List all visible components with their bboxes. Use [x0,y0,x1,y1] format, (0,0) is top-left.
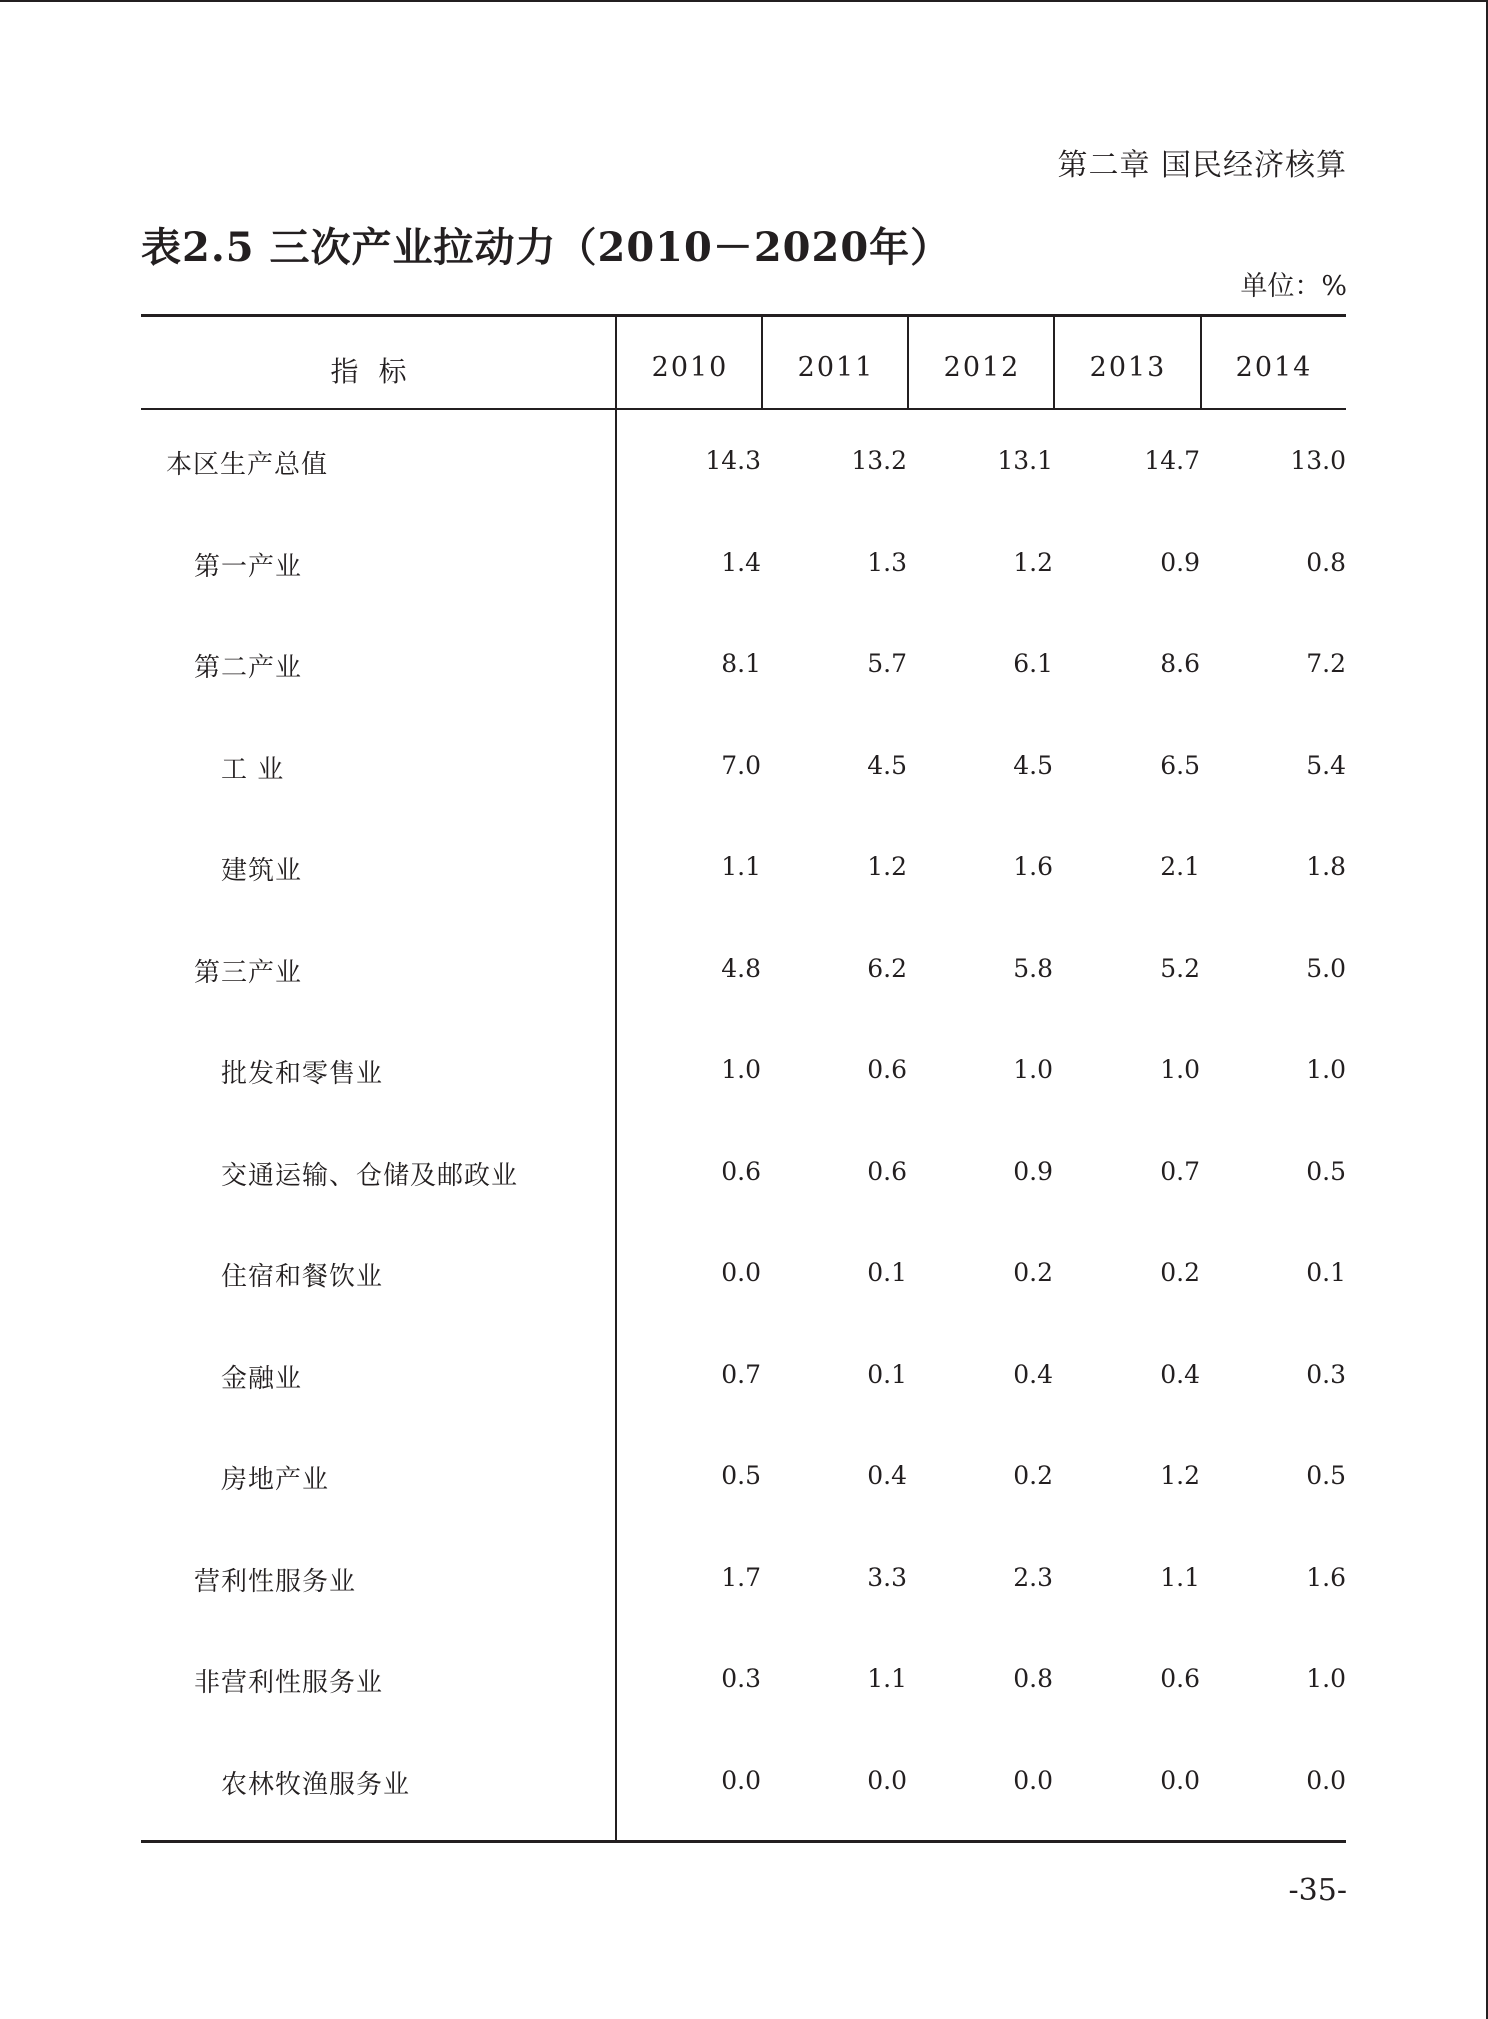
value-cell-2012: 2.3 [1013,1562,1053,1592]
value-cell-2011: 13.2 [851,446,907,475]
value-cell-2011: 0.4 [867,1461,907,1490]
value-cell-2014: 1.6 [1306,1562,1346,1592]
value-cell-2011: 1.3 [867,547,907,577]
table-row [141,1155,1346,1215]
value-cell-2010: 0.5 [721,1461,761,1490]
value-cell-2014: 1.8 [1306,852,1346,881]
chapter-header: 第二章 国民经济核算 [1057,148,1347,183]
table-bottom-rule [141,1840,1346,1843]
value-cell-2010: 8.1 [721,649,761,678]
value-cell-2012: 0.9 [1013,1156,1053,1186]
table-row [141,1053,1346,1113]
header-bottom-rule [141,408,1346,410]
table-top-rule [141,314,1346,317]
year-header-2010: 2010 [651,352,729,383]
table-row [141,1358,1346,1418]
value-cell-2014: 5.0 [1306,953,1346,983]
value-cell-2013: 0.9 [1160,547,1200,577]
row-label: 交通运输、仓储及邮政业 [221,1160,519,1191]
year-header-2011: 2011 [797,352,875,383]
value-cell-2010: 1.4 [721,547,761,577]
value-cell-2010: 0.7 [721,1359,761,1389]
table-row [141,1764,1346,1824]
value-cell-2010: 0.0 [721,1258,761,1287]
table-row [141,749,1346,809]
value-cell-2013: 8.6 [1160,649,1200,678]
page-top-border [0,0,1488,2]
value-cell-2013: 1.0 [1160,1055,1200,1084]
value-cell-2012: 1.6 [1013,852,1053,881]
table-row [141,1561,1346,1621]
value-cell-2014: 13.0 [1290,446,1346,475]
value-cell-2011: 0.1 [867,1258,907,1287]
value-cell-2010: 7.0 [721,750,761,780]
value-cell-2013: 5.2 [1160,953,1200,983]
row-label: 农林牧渔服务业 [221,1769,411,1800]
value-cell-2011: 4.5 [867,750,907,780]
page-number: -35- [1288,1873,1347,1908]
row-label: 第二产业 [194,653,303,683]
value-cell-2013: 0.6 [1160,1664,1200,1693]
value-cell-2014: 5.4 [1306,750,1346,780]
row-label: 工 业 [221,754,285,785]
value-cell-2013: 0.4 [1160,1359,1200,1389]
value-cell-2010: 1.7 [721,1562,761,1592]
value-cell-2010: 1.0 [721,1055,761,1084]
value-cell-2011: 1.1 [867,1664,907,1693]
value-cell-2014: 1.0 [1306,1055,1346,1084]
value-cell-2012: 6.1 [1013,649,1053,678]
value-cell-2013: 14.7 [1144,446,1200,475]
table-row [141,1256,1346,1316]
value-cell-2011: 5.7 [867,649,907,678]
value-cell-2013: 0.7 [1160,1156,1200,1186]
value-cell-2011: 0.1 [867,1359,907,1389]
value-cell-2014: 1.0 [1306,1664,1346,1693]
value-cell-2014: 0.0 [1306,1765,1346,1795]
unit-label: 单位：% [1240,271,1347,302]
row-label: 第一产业 [194,551,303,582]
value-cell-2014: 7.2 [1306,649,1346,678]
value-cell-2013: 1.2 [1160,1461,1200,1490]
row-label: 第三产业 [194,957,303,988]
value-cell-2011: 0.6 [867,1156,907,1186]
value-cell-2012: 1.2 [1013,547,1053,577]
value-cell-2012: 0.0 [1013,1765,1053,1795]
row-label: 金融业 [221,1363,303,1394]
value-cell-2010: 0.3 [721,1664,761,1693]
value-cell-2014: 0.5 [1306,1461,1346,1490]
value-cell-2012: 5.8 [1013,953,1053,983]
value-cell-2013: 0.0 [1160,1765,1200,1795]
row-label: 本区生产总值 [166,450,329,480]
table-row [141,850,1346,910]
row-label: 批发和零售业 [221,1059,384,1089]
year-header-2014: 2014 [1235,352,1313,383]
value-cell-2011: 3.3 [867,1562,907,1592]
value-cell-2013: 2.1 [1160,852,1200,881]
value-cell-2010: 0.0 [721,1765,761,1795]
value-cell-2011: 6.2 [867,953,907,983]
value-cell-2012: 0.2 [1013,1461,1053,1490]
year-header-2013: 2013 [1089,352,1167,383]
row-label: 房地产业 [221,1465,330,1495]
value-cell-2012: 0.4 [1013,1359,1053,1389]
year-header-2012: 2012 [943,352,1021,383]
value-cell-2014: 0.5 [1306,1156,1346,1186]
table-row [141,1662,1346,1722]
value-cell-2014: 0.3 [1306,1359,1346,1389]
value-cell-2012: 0.8 [1013,1664,1053,1693]
table-title: 表2.5 三次产业拉动力（2010－2020年） [141,224,952,271]
value-cell-2010: 1.1 [721,852,761,881]
value-cell-2011: 1.2 [867,852,907,881]
value-cell-2014: 0.8 [1306,547,1346,577]
table-row [141,647,1346,707]
row-label: 住宿和餐饮业 [221,1262,384,1292]
indicator-header: 指标 [330,355,427,388]
table-row [141,1459,1346,1519]
row-label: 非营利性服务业 [194,1668,384,1698]
value-cell-2012: 13.1 [997,446,1053,475]
value-cell-2010: 4.8 [721,953,761,983]
row-label: 建筑业 [221,856,303,886]
table-row [141,952,1346,1012]
value-cell-2012: 1.0 [1013,1055,1053,1084]
value-cell-2010: 14.3 [705,446,761,475]
value-cell-2011: 0.6 [867,1055,907,1084]
value-cell-2012: 4.5 [1013,750,1053,780]
value-cell-2014: 0.1 [1306,1258,1346,1287]
value-cell-2013: 0.2 [1160,1258,1200,1287]
value-cell-2013: 6.5 [1160,750,1200,780]
row-label: 营利性服务业 [194,1566,357,1597]
table-row [141,444,1346,504]
value-cell-2010: 0.6 [721,1156,761,1186]
value-cell-2011: 0.0 [867,1765,907,1795]
value-cell-2012: 0.2 [1013,1258,1053,1287]
value-cell-2013: 1.1 [1160,1562,1200,1592]
table-row [141,546,1346,606]
